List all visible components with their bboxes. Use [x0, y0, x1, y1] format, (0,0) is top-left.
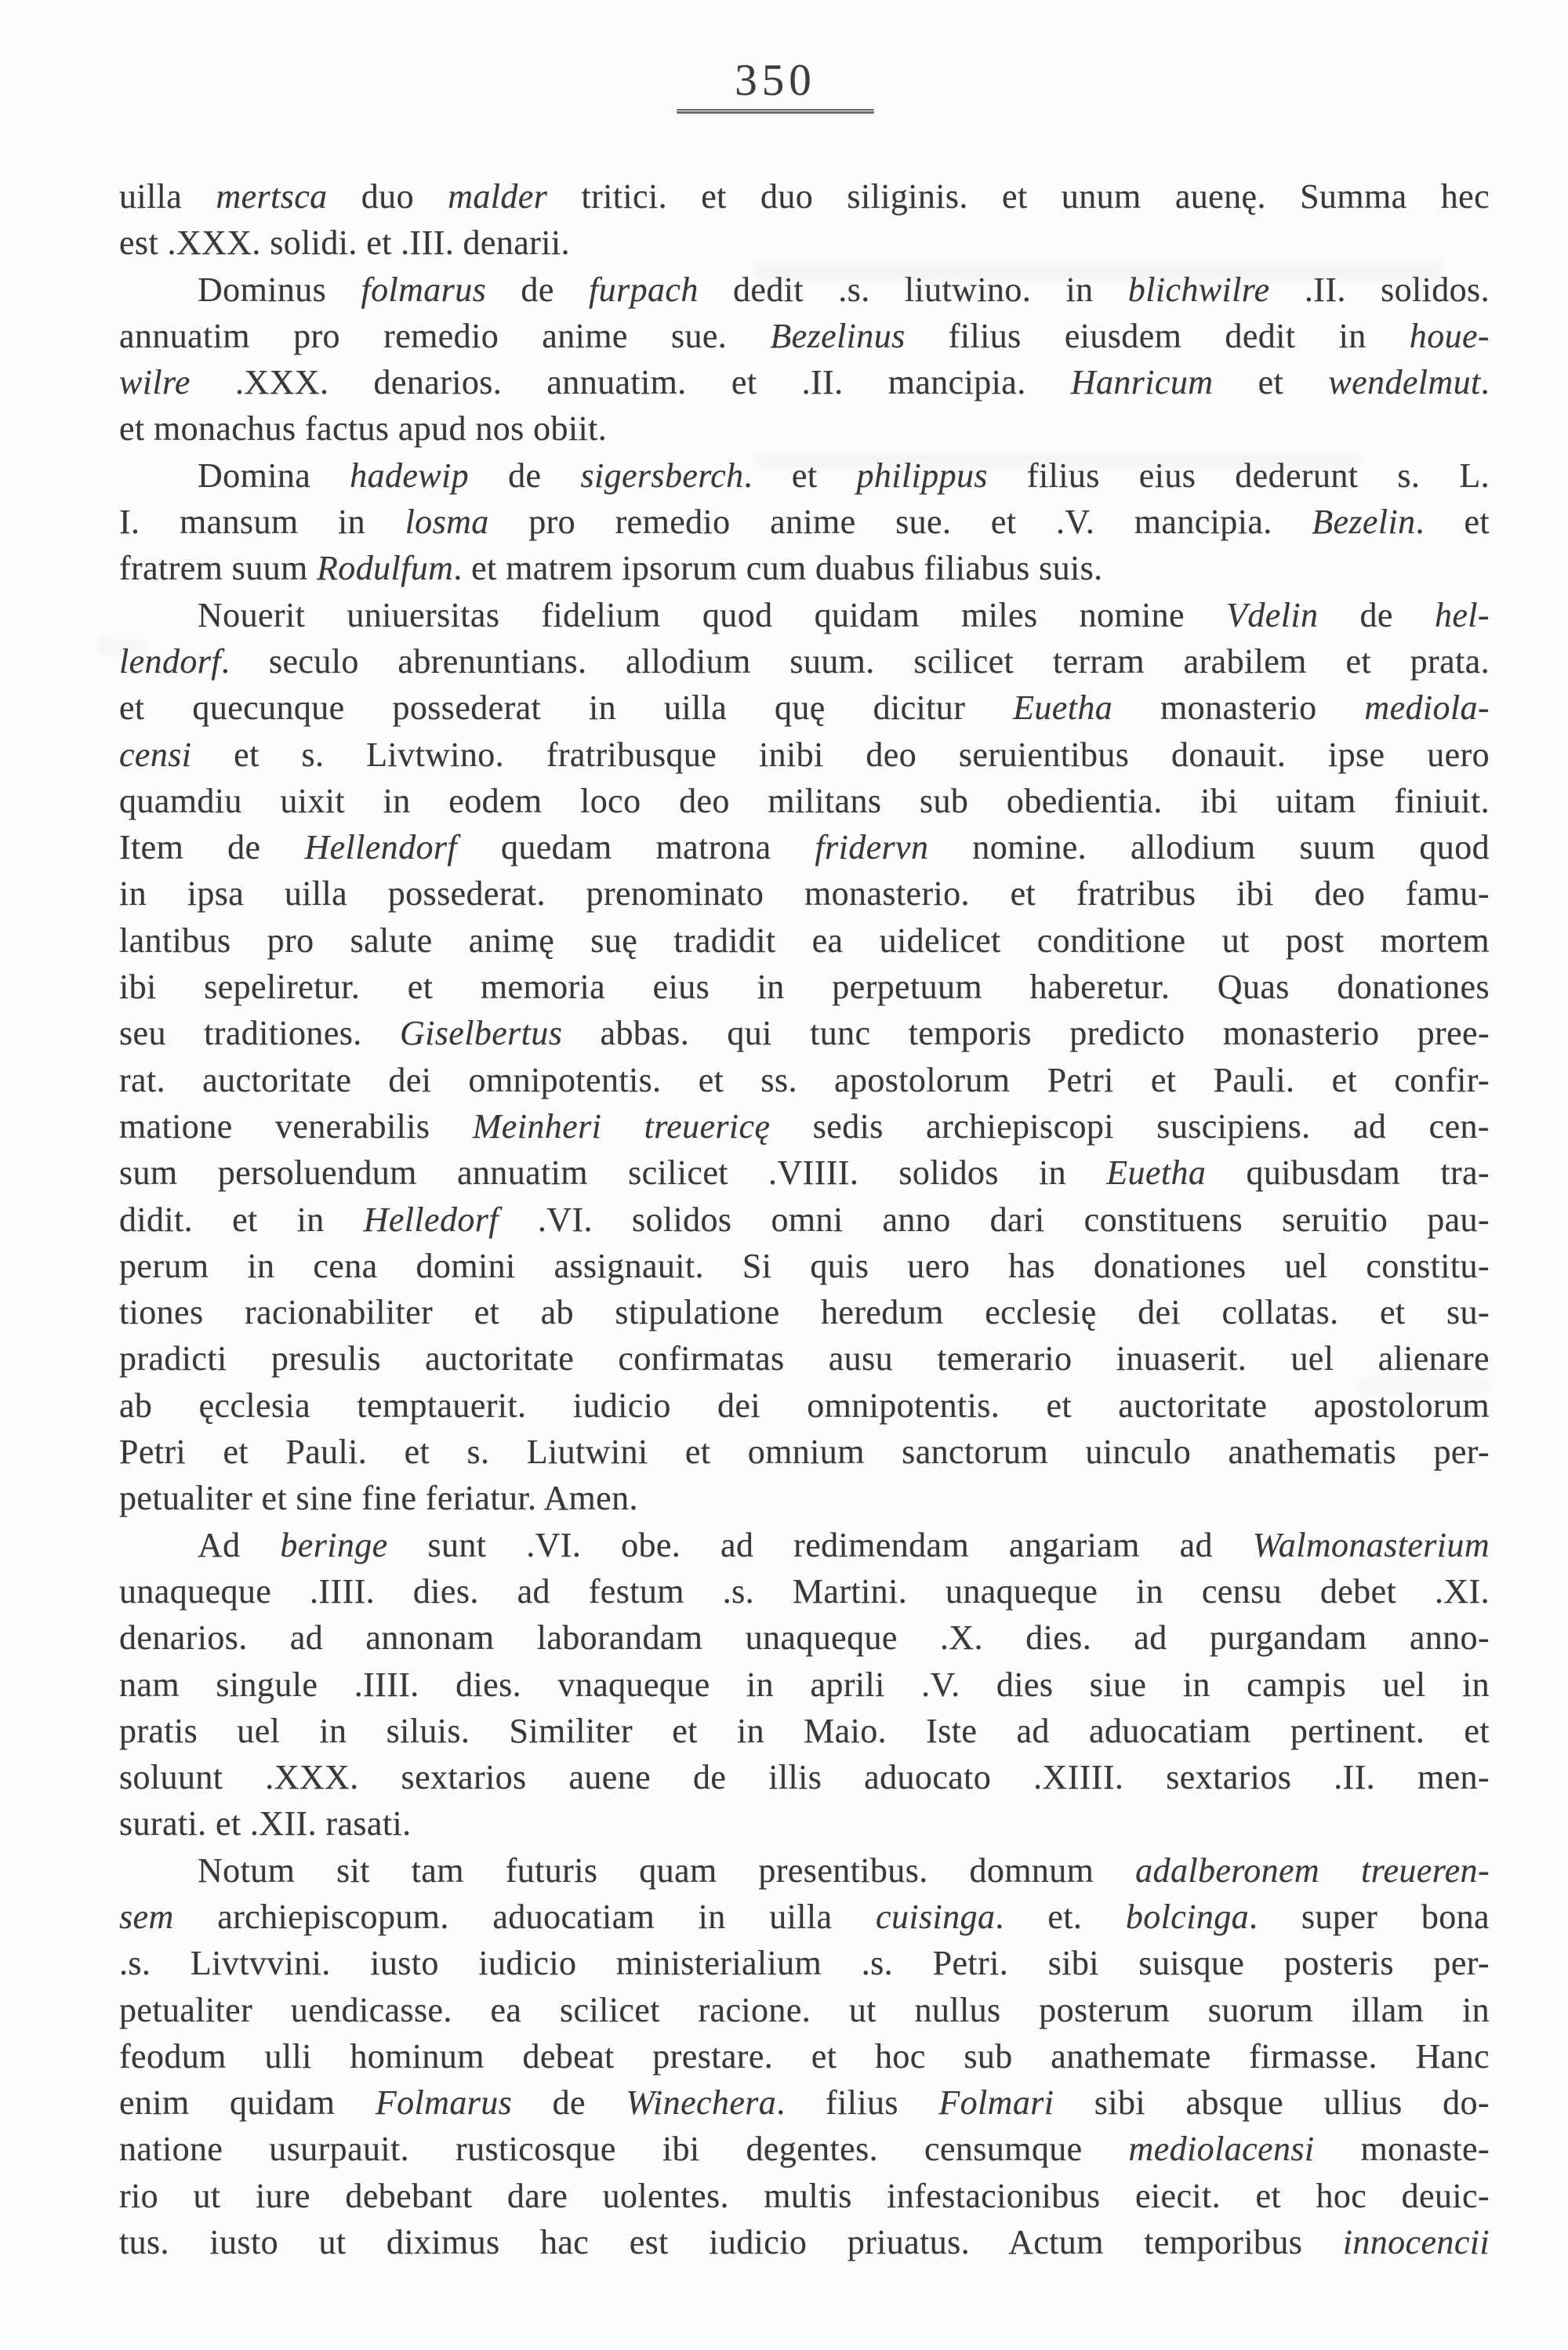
text-segment-italic: Giselbertus — [399, 1014, 563, 1053]
text-segment: de — [486, 270, 590, 309]
text-line — [119, 313, 1490, 359]
text-line — [119, 1197, 1490, 1243]
text-segment: archiepiscopum. aduocatiam in uilla — [173, 1897, 877, 1936]
text-segment-italic: Vdelin — [1226, 595, 1319, 634]
text-segment: lantibus pro salute animę suę tradidit ea uidelicet conditione ut post mortem — [119, 921, 1490, 960]
text-segment: Notum sit tam futuris quam presentibus. domnum — [198, 1851, 1136, 1890]
text-line — [119, 685, 1490, 731]
text-segment: nomine. allodium suum quod — [928, 828, 1490, 867]
text-segment: in ipsa uilla possederat. prenominato monasterio. et fratribus ibi deo famu- — [119, 874, 1490, 913]
text-segment-italic: sem — [119, 1897, 174, 1936]
text-segment-italic: Bezelin — [1312, 503, 1416, 542]
text-segment: . et matrem ipsorum cum duabus filiabus suis. — [453, 549, 1103, 588]
text-line — [119, 2173, 1490, 2219]
text-segment: et — [1213, 363, 1329, 402]
text-segment-italic: wendelmut — [1328, 363, 1481, 402]
text-segment: . filius — [776, 2083, 939, 2123]
text-segment-italic: cuisinga — [876, 1897, 996, 1936]
text-line — [119, 499, 1490, 545]
text-segment-italic: Rodulfum — [317, 549, 454, 588]
text-segment: . et — [1415, 503, 1490, 542]
text-line — [119, 267, 1490, 313]
text-segment-italic: furpach — [589, 270, 699, 309]
text-line — [119, 2219, 1490, 2265]
text-line — [119, 1662, 1490, 1708]
text-segment: abbas. qui tunc temporis predicto monasterio pree- — [562, 1014, 1490, 1053]
text-segment-italic: lendorf — [119, 641, 221, 681]
text-segment: est .XXX. solidi. et .III. denarii. — [119, 223, 570, 263]
text-segment: tritici. et duo siliginis. et unum auenę. Summa hec — [547, 177, 1490, 216]
text-segment: monaste- — [1314, 2130, 1490, 2169]
text-line — [119, 964, 1490, 1010]
text-segment-italic: fridervn — [815, 828, 929, 867]
text-segment-italic: Bezelinus — [770, 316, 906, 355]
text-segment-italic: Winechera — [626, 2083, 777, 2123]
text-line — [119, 592, 1490, 638]
text-segment: sibi absque ullius do- — [1054, 2083, 1490, 2123]
text-segment: sum persoluendum annuatim scilicet .VIIII. solidos in — [119, 1153, 1107, 1193]
text-segment: annuatim pro remedio anime sue. — [119, 316, 771, 355]
text-segment: soluunt .XXX. sextarios auene de illis aduocato .XIIII. sextarios .II. men- — [119, 1758, 1490, 1797]
text-segment-italic: losma — [405, 503, 489, 542]
text-segment-italic: beringe — [280, 1525, 388, 1564]
text-segment: pratis uel in siluis. Similiter et in Maio. Iste ad aduocatiam pertinent. et — [119, 1711, 1490, 1750]
text-segment: rat. auctoritate dei omnipotentis. et ss. apostolorum Petri et Pauli. et confir- — [119, 1060, 1490, 1099]
text-line — [119, 1103, 1490, 1150]
text-line — [119, 2033, 1490, 2079]
text-line — [119, 173, 1490, 220]
text-segment: I. mansum in — [119, 503, 405, 542]
text-segment-italic: mediola- — [1364, 688, 1490, 728]
text-line — [119, 1429, 1490, 1475]
text-segment-italic: Walmonasterium — [1252, 1525, 1490, 1564]
text-segment: . et. — [995, 1897, 1126, 1936]
text-segment: sedis archiepiscopi suscipiens. ad cen- — [770, 1106, 1490, 1146]
text-line — [119, 405, 1490, 452]
text-segment: de — [512, 2083, 626, 2123]
text-line — [119, 1847, 1490, 1894]
text-segment-italic: Folmari — [938, 2083, 1054, 2123]
text-segment: uilla — [119, 177, 216, 216]
text-line — [119, 1754, 1490, 1800]
text-line — [119, 1614, 1490, 1661]
text-segment: et quecunque possederat in uilla quę dicitur — [119, 688, 1014, 728]
text-segment-italic: Euetha — [1013, 688, 1113, 728]
text-segment-italic: adalberonem treueren- — [1135, 1851, 1490, 1890]
text-segment: filius eiusdem dedit in — [905, 316, 1410, 355]
text-segment-italic: hel- — [1434, 595, 1490, 634]
text-segment: quedam matrona — [457, 828, 815, 867]
text-line — [119, 1289, 1490, 1335]
text-segment: seu traditiones. — [119, 1014, 400, 1053]
text-segment: sunt .VI. obe. ad redimendam angariam ad — [387, 1525, 1253, 1564]
text-segment: perum in cena domini assignauit. Si quis uero has donationes uel constitu- — [119, 1246, 1490, 1285]
text-segment: surati. et .XII. rasati. — [119, 1804, 412, 1843]
text-segment-italic: Hanricum — [1070, 363, 1214, 402]
text-line — [119, 870, 1490, 917]
text-segment: unaqueque .IIII. dies. ad festum .s. Martini. unaqueque in censu debet .XI. — [119, 1571, 1490, 1611]
text-segment-italic: wilre — [119, 363, 191, 402]
text-line — [119, 917, 1490, 964]
text-line — [119, 2079, 1490, 2126]
text-segment: pro remedio anime sue. et .V. mancipia. — [488, 503, 1312, 542]
text-line — [119, 452, 1490, 499]
text-segment: .s. Livtvvini. iusto iudicio ministerialium .s. Petri. sibi suisque posteris per- — [119, 1944, 1490, 1983]
text-segment-italic: mediolacensi — [1128, 2130, 1315, 2169]
text-line — [119, 1568, 1490, 1614]
text-segment: .II. solidos. — [1269, 270, 1490, 309]
text-line — [119, 1800, 1490, 1847]
text-segment: feodum ulli hominum debeat prestare. et hoc sub anathemate firmasse. Hanc — [119, 2036, 1490, 2076]
text-segment-italic: mertsca — [216, 177, 328, 216]
text-segment-italic: Meinheri treuericę — [472, 1106, 771, 1146]
text-segment-italic: philippus — [856, 456, 988, 495]
text-segment-italic: hadewip — [350, 456, 470, 495]
text-line — [119, 1475, 1490, 1521]
text-segment: et monachus factus apud nos obiit. — [119, 409, 608, 449]
text-line — [119, 1057, 1490, 1103]
text-segment: monasterio — [1112, 688, 1365, 728]
text-segment: enim quidam — [119, 2083, 376, 2123]
text-segment: natione usurpauit. rusticosque ibi degentes. censumque — [119, 2130, 1129, 2169]
text-segment-italic: censi — [119, 735, 192, 774]
text-segment: . seculo abrenuntians. allodium suum. scilicet terram arabilem et prata. — [220, 641, 1490, 681]
text-segment: duo — [327, 177, 448, 216]
text-segment: Ad — [198, 1525, 281, 1564]
text-segment-italic: Hellendorf — [304, 828, 458, 867]
text-segment: . super bona — [1249, 1897, 1490, 1936]
text-segment: . et — [743, 456, 857, 495]
text-segment-italic: Helledorf — [363, 1200, 499, 1239]
text-line — [119, 1382, 1490, 1429]
text-segment: fratrem suum — [119, 549, 318, 588]
page-number-underline — [677, 109, 874, 114]
text-line — [119, 2126, 1490, 2172]
text-segment-italic: Folmarus — [375, 2083, 513, 2123]
text-segment: de — [1318, 595, 1435, 634]
text-segment-italic: sigersberch — [580, 456, 744, 495]
text-segment: petualiter et sine fine feriatur. Amen. — [119, 1479, 638, 1518]
text-segment: Item de — [119, 828, 305, 867]
text-segment: filius eius dederunt s. L. — [987, 456, 1490, 495]
text-line — [119, 1708, 1490, 1754]
text-segment: quibusdam tra- — [1206, 1153, 1490, 1193]
text-segment: et s. Livtwino. fratribusque inibi deo seruientibus donauit. ipse uero — [191, 735, 1490, 774]
text-line — [119, 732, 1490, 778]
text-segment: .VI. solidos omni anno dari constituens seruitio pau- — [498, 1200, 1490, 1239]
text-segment-italic: blichwilre — [1127, 270, 1270, 309]
text-segment: tiones racionabiliter et ab stipulatione heredum ecclesię dei collatas. et su- — [119, 1293, 1490, 1332]
text-segment: dedit .s. liutwino. in — [698, 270, 1128, 309]
text-line — [119, 359, 1490, 405]
text-segment: .XXX. denarios. annuatim. et .II. mancipia. — [190, 363, 1071, 402]
text-segment-italic: folmarus — [361, 270, 487, 309]
text-segment: ibi sepeliretur. et memoria eius in perpetuum haberetur. Quas donationes — [119, 968, 1490, 1007]
text-line — [119, 824, 1490, 870]
text-line — [119, 638, 1490, 685]
text-line — [119, 1010, 1490, 1056]
text-segment: Domina — [198, 456, 350, 495]
text-segment-italic: innocencii — [1342, 2223, 1490, 2262]
text-line — [119, 1987, 1490, 2033]
text-segment: quamdiu uixit in eodem loco deo militans sub obedientia. ibi uitam finiuit. — [119, 781, 1490, 820]
text-segment: petualiter uendicasse. ea scilicet racione. ut nullus posterum suorum illam in — [119, 1990, 1490, 2029]
text-segment-italic: Euetha — [1106, 1153, 1207, 1193]
text-segment: de — [469, 456, 581, 495]
text-segment: rio ut iure debebant dare uolentes. multis infestacionibus eiecit. et hoc deuic- — [119, 2176, 1490, 2215]
text-line — [119, 778, 1490, 824]
text-segment-italic: bolcinga — [1125, 1897, 1250, 1936]
text-segment: Dominus — [198, 270, 361, 309]
text-segment: Nouerit uniuersitas fidelium quod quidam miles nomine — [198, 595, 1227, 634]
text-segment: tus. iusto ut diximus hac est iudicio priuatus. Actum temporibus — [119, 2223, 1343, 2262]
text-block — [119, 173, 1490, 2265]
text-line — [119, 220, 1490, 266]
text-segment: denarios. ad annonam laborandam unaqueque .X. dies. ad purgandam anno- — [119, 1618, 1490, 1658]
text-line — [119, 1150, 1490, 1196]
text-line — [119, 1243, 1490, 1289]
text-segment-italic: houe- — [1409, 316, 1490, 355]
text-line — [119, 1940, 1490, 1986]
text-segment: nam singule .IIII. dies. vnaqueque in aprili .V. dies siue in campis uel in — [119, 1665, 1490, 1704]
text-segment: . — [1480, 363, 1490, 402]
text-line — [119, 545, 1490, 591]
text-segment: ab ęcclesia temptauerit. iudicio dei omnipotentis. et auctoritate apostolorum — [119, 1386, 1490, 1425]
text-segment: didit. et in — [119, 1200, 364, 1239]
text-segment-italic: malder — [448, 177, 548, 216]
text-line — [119, 1894, 1490, 1940]
page-number: 350 — [735, 56, 816, 105]
text-segment: Petri et Pauli. et s. Liutwini et omnium sanctorum uinculo anathematis per- — [119, 1433, 1490, 1472]
text-line — [119, 1335, 1490, 1382]
text-line — [119, 1522, 1490, 1568]
text-segment: matione venerabilis — [119, 1106, 473, 1146]
text-segment: pradicti presulis auctoritate confirmatas ausu temerario inuaserit. uel alienare — [119, 1339, 1490, 1378]
